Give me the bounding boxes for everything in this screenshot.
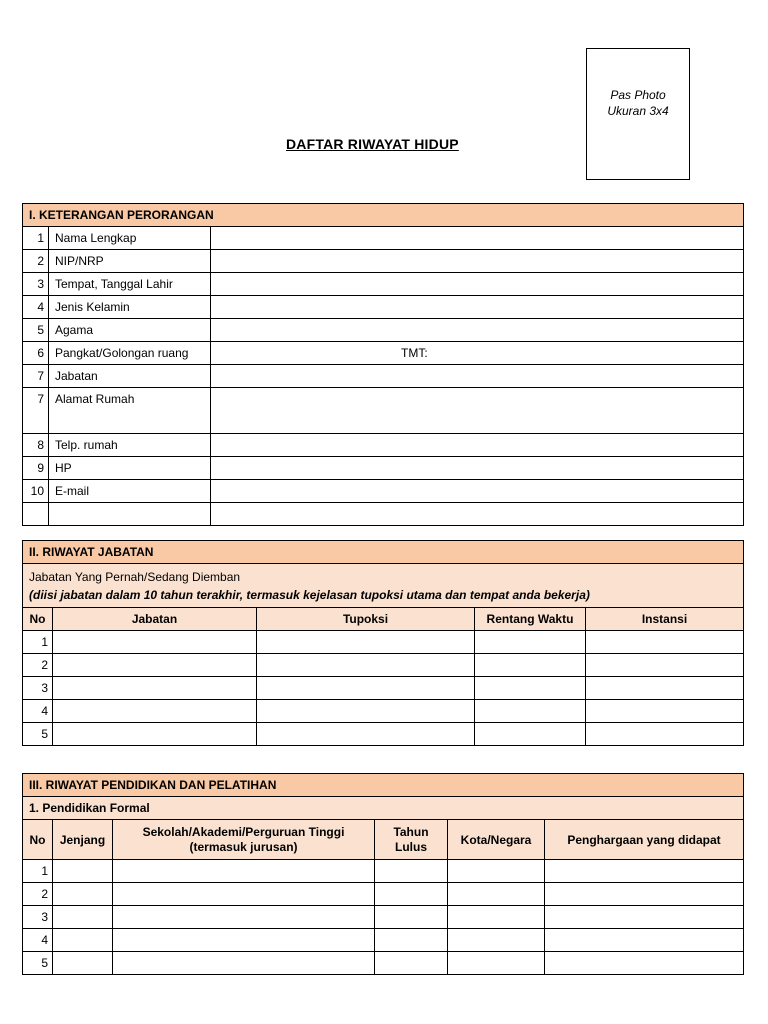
photo-label-2: Ukuran 3x4	[607, 104, 669, 118]
field-label-pangkat: Pangkat/Golongan ruang	[49, 342, 211, 365]
table-row	[23, 388, 744, 434]
row-number: 4	[23, 929, 53, 952]
field-input-agama[interactable]	[211, 319, 744, 342]
cell-input[interactable]	[53, 929, 113, 952]
table-row	[23, 365, 744, 388]
empty-input[interactable]	[211, 503, 744, 526]
row-number: 1	[23, 860, 53, 883]
col-header-instansi: Instansi	[586, 608, 744, 631]
education-table	[22, 773, 744, 975]
table-row	[23, 952, 744, 975]
cell-input[interactable]	[545, 906, 744, 929]
table-row	[23, 227, 744, 250]
row-number: 4	[23, 700, 53, 723]
cell-input[interactable]	[53, 677, 257, 700]
field-label-agama: Agama	[49, 319, 211, 342]
section-3-subheading: 1. Pendidikan Formal	[23, 797, 744, 820]
table-row	[23, 319, 744, 342]
cell-input[interactable]	[53, 952, 113, 975]
cell-input[interactable]	[113, 952, 375, 975]
field-label-nama: Nama Lengkap	[49, 227, 211, 250]
table-row	[23, 677, 744, 700]
col-header-rentang-waktu: Rentang Waktu	[475, 608, 586, 631]
table-row	[23, 906, 744, 929]
table-row	[23, 654, 744, 677]
table-row	[23, 723, 744, 746]
row-number: 5	[23, 723, 53, 746]
section-3-heading: III. RIWAYAT PENDIDIKAN DAN PELATIHAN	[23, 774, 744, 797]
section-2-heading: II. RIWAYAT JABATAN	[23, 541, 744, 564]
document-title: DAFTAR RIWAYAT HIDUP	[286, 136, 459, 152]
cell-input[interactable]	[375, 860, 448, 883]
cell-input[interactable]	[475, 677, 586, 700]
cell-input[interactable]	[53, 883, 113, 906]
table-row	[23, 480, 744, 503]
cell-input[interactable]	[53, 700, 257, 723]
field-label-alamat: Alamat Rumah	[49, 388, 211, 434]
field-input-alamat[interactable]	[211, 388, 744, 434]
cell-input[interactable]	[113, 929, 375, 952]
section-1-heading: I. KETERANGAN PERORANGAN	[23, 204, 744, 227]
job-history-table	[22, 540, 744, 746]
col-header-tahun-line2: Lulus	[395, 839, 427, 854]
field-label-email: E-mail	[49, 480, 211, 503]
cell-input[interactable]	[113, 883, 375, 906]
cell-input[interactable]	[375, 883, 448, 906]
section-2-subtitle-text: Jabatan Yang Pernah/Sedang Diemban	[29, 569, 241, 584]
table-row	[23, 503, 744, 526]
row-number: 5	[23, 952, 53, 975]
table-row	[23, 250, 744, 273]
row-number: 6	[23, 342, 49, 365]
cell-input[interactable]	[475, 654, 586, 677]
cell-input[interactable]	[257, 700, 475, 723]
col-header-tahun-line1: Tahun	[393, 824, 429, 839]
col-header-no: No	[23, 820, 53, 860]
table-row	[23, 342, 744, 365]
table-row	[23, 700, 744, 723]
cell-input[interactable]	[545, 929, 744, 952]
field-label-nip: NIP/NRP	[49, 250, 211, 273]
col-header-jenjang: Jenjang	[53, 820, 113, 860]
cell-input[interactable]	[448, 929, 545, 952]
row-number: 3	[23, 906, 53, 929]
col-header-tahun-lulus	[375, 820, 448, 860]
cell-input[interactable]	[257, 723, 475, 746]
cell-input[interactable]	[257, 654, 475, 677]
cell-input[interactable]	[586, 677, 744, 700]
cell-input[interactable]	[475, 631, 586, 654]
cell-input[interactable]	[448, 952, 545, 975]
section-2-subtitle	[23, 564, 744, 608]
cell-input[interactable]	[586, 631, 744, 654]
field-label-jabatan: Jabatan	[49, 365, 211, 388]
cell-input[interactable]	[586, 654, 744, 677]
cell-input[interactable]	[375, 952, 448, 975]
row-number: 7	[23, 365, 49, 388]
table-row	[23, 883, 744, 906]
photo-placeholder	[586, 48, 690, 180]
field-input-ttl[interactable]	[211, 273, 744, 296]
cell-input[interactable]	[53, 654, 257, 677]
col-header-tupoksi: Tupoksi	[257, 608, 475, 631]
row-number: 4	[23, 296, 49, 319]
table-row	[23, 457, 744, 480]
table-row	[23, 929, 744, 952]
row-number: 2	[23, 654, 53, 677]
cell-input[interactable]	[448, 860, 545, 883]
col-header-kota-negara: Kota/Negara	[448, 820, 545, 860]
field-input-telp[interactable]	[211, 434, 744, 457]
field-label-jenis-kelamin: Jenis Kelamin	[49, 296, 211, 319]
cell-input[interactable]	[545, 883, 744, 906]
cell-input[interactable]	[53, 906, 113, 929]
photo-label-1: Pas Photo	[610, 88, 666, 102]
table-row	[23, 860, 744, 883]
col-header-sekolah-line2: (termasuk jurusan)	[189, 839, 298, 854]
cell-input[interactable]	[545, 860, 744, 883]
empty-cell	[49, 503, 211, 526]
field-input-jabatan[interactable]	[211, 365, 744, 388]
cell-input[interactable]	[113, 906, 375, 929]
field-input-nip[interactable]	[211, 250, 744, 273]
cell-input[interactable]	[545, 952, 744, 975]
col-header-sekolah-line1: Sekolah/Akademi/Perguruan Tinggi	[142, 824, 345, 839]
row-number: 10	[23, 480, 49, 503]
row-number: 7	[23, 388, 49, 434]
table-row	[23, 296, 744, 319]
cell-input[interactable]	[586, 700, 744, 723]
row-number: 5	[23, 319, 49, 342]
field-input-hp[interactable]	[211, 457, 744, 480]
tmt-label: TMT:	[401, 346, 428, 360]
cell-input[interactable]	[113, 860, 375, 883]
section-2-note: (diisi jabatan dalam 10 tahun terakhir, termasuk kejelasan tupoksi utama dan tempat anda bekerja)	[29, 587, 590, 602]
field-input-jenis-kelamin[interactable]	[211, 296, 744, 319]
table-row	[23, 273, 744, 296]
row-number: 3	[23, 677, 53, 700]
col-header-penghargaan: Penghargaan yang didapat	[545, 820, 744, 860]
table-row	[23, 434, 744, 457]
row-number: 8	[23, 434, 49, 457]
cell-input[interactable]	[375, 906, 448, 929]
personal-info-table	[22, 203, 744, 526]
cell-input[interactable]	[448, 883, 545, 906]
row-number: 9	[23, 457, 49, 480]
field-label-telp: Telp. rumah	[49, 434, 211, 457]
field-input-pangkat[interactable]	[211, 342, 744, 365]
row-number: 2	[23, 250, 49, 273]
row-number: 1	[23, 227, 49, 250]
row-number: 2	[23, 883, 53, 906]
col-header-jabatan: Jabatan	[53, 608, 257, 631]
cell-input[interactable]	[475, 723, 586, 746]
cell-input[interactable]	[586, 723, 744, 746]
field-label-ttl: Tempat, Tanggal Lahir	[49, 273, 211, 296]
cell-input[interactable]	[53, 723, 257, 746]
cell-input[interactable]	[375, 929, 448, 952]
field-input-email[interactable]	[211, 480, 744, 503]
cell-input[interactable]	[53, 860, 113, 883]
cell-input[interactable]	[257, 677, 475, 700]
col-header-no: No	[23, 608, 53, 631]
empty-cell	[23, 503, 49, 526]
field-label-hp: HP	[49, 457, 211, 480]
table-row	[23, 631, 744, 654]
cell-input[interactable]	[448, 906, 545, 929]
field-input-nama[interactable]	[211, 227, 744, 250]
cell-input[interactable]	[257, 631, 475, 654]
row-number: 1	[23, 631, 53, 654]
col-header-sekolah	[113, 820, 375, 860]
cell-input[interactable]	[53, 631, 257, 654]
cell-input[interactable]	[475, 700, 586, 723]
row-number: 3	[23, 273, 49, 296]
